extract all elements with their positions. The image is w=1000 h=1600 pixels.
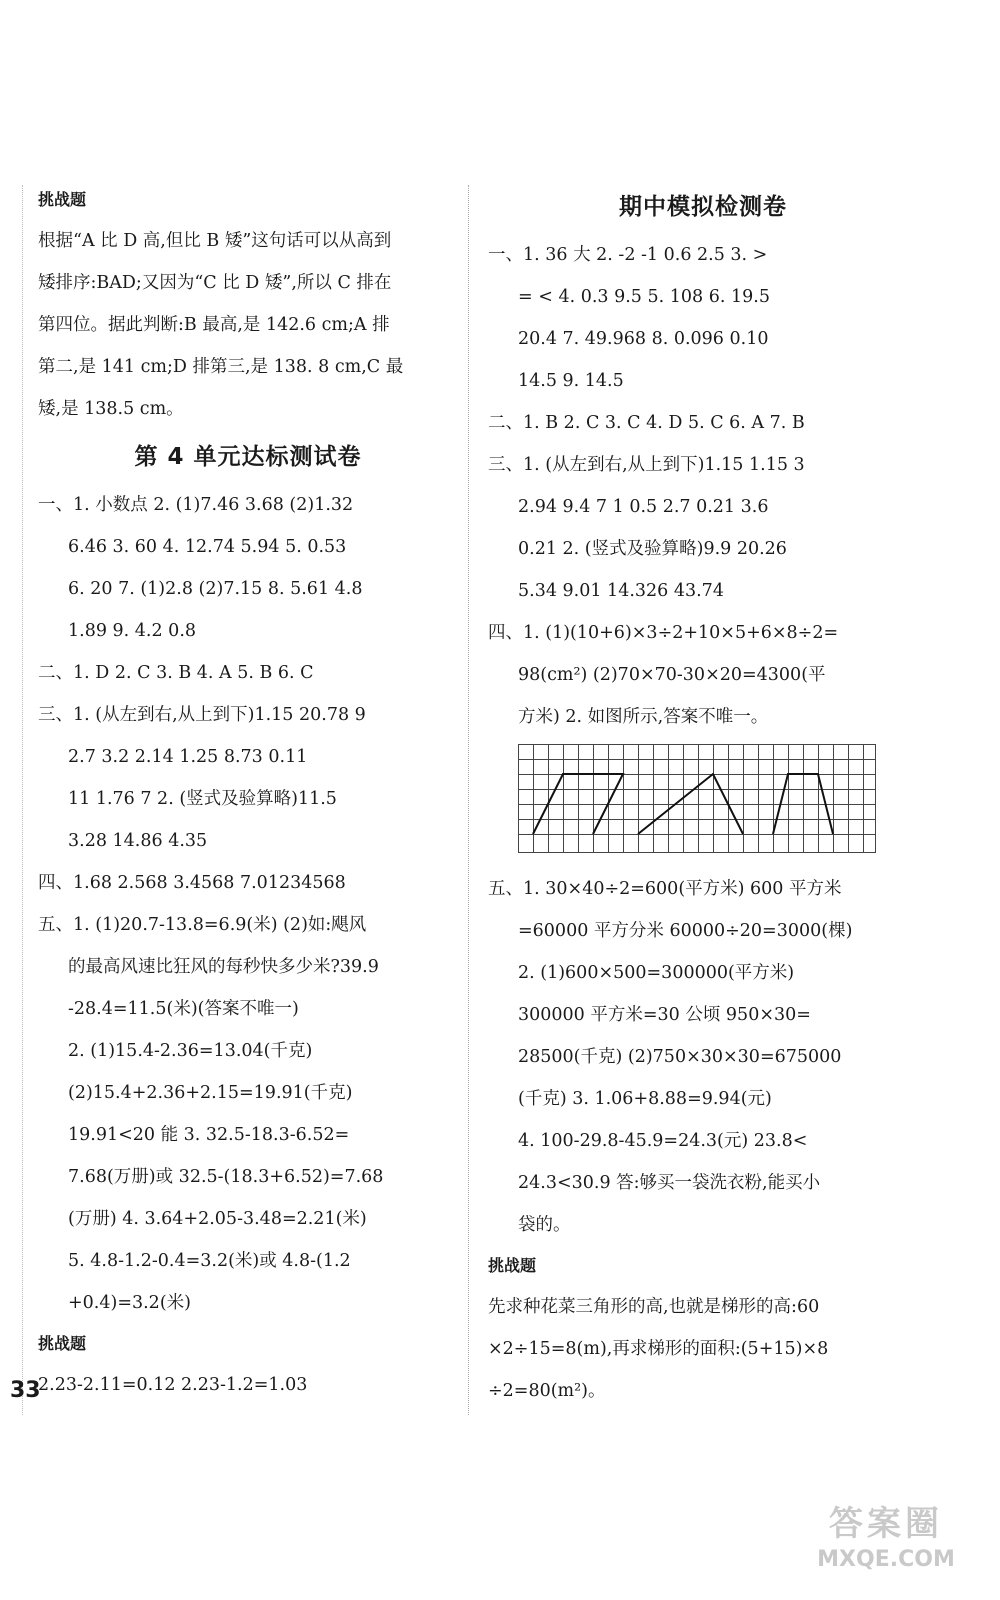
answer-line: 4. 100-29.8-45.9=24.3(元) 23.8< <box>518 1131 808 1151</box>
watermark-logo-text: 答案圈 <box>829 1504 943 1544</box>
text-line: 第四位。据此判断:B 最高,是 142.6 cm;A 排 <box>38 315 390 335</box>
answer-line: 19.91<20 能 3. 32.5-18.3-6.52= <box>68 1125 350 1145</box>
answer-line: 五、1. 30×40÷2=600(平方米) 600 平方米 <box>488 879 842 899</box>
text-line: 矮,是 138.5 cm。 <box>38 399 184 419</box>
challenge-label: 挑战题 <box>38 190 87 209</box>
answer-line: 三、1. (从左到右,从上到下)1.15 1.15 3 <box>488 455 805 475</box>
grid-drawing <box>518 744 878 854</box>
answer-line: 300000 平方米=30 公顷 950×30= <box>518 1005 811 1025</box>
midterm-answer-list-b <box>488 868 918 1246</box>
left-column <box>38 180 458 1406</box>
answer-line: 11 1.76 7 2. (竖式及验算略)11.5 <box>68 789 337 809</box>
answer-line: 20.4 7. 49.968 8. 0.096 0.10 <box>518 329 769 349</box>
answer-line: 一、1. 36 大 2. -2 -1 0.6 2.5 3. > <box>488 245 768 265</box>
answer-line: 三、1. (从左到右,从上到下)1.15 20.78 9 <box>38 705 366 725</box>
site-watermark <box>796 1502 976 1582</box>
answer-line: 2. (1)600×500=300000(平方米) <box>518 963 795 983</box>
answer-line: 3.28 14.86 4.35 <box>68 831 208 851</box>
answer-line: (千克) 3. 1.06+8.88=9.94(元) <box>518 1089 772 1109</box>
answer-line: 五、1. (1)20.7-13.8=6.9(米) (2)如:飓风 <box>38 915 367 935</box>
midterm-answer-list-a <box>488 234 918 738</box>
answer-line: 的最高风速比狂风的每秒快多少米?39.9 <box>68 957 379 977</box>
grid-lines <box>518 744 876 853</box>
answer-line: -28.4=11.5(米)(答案不唯一) <box>68 999 299 1019</box>
page-number: 33 <box>10 1378 41 1403</box>
answer-line: 14.5 9. 14.5 <box>518 371 624 391</box>
unit-test-title: 第 4 单元达标测试卷 <box>134 444 362 470</box>
answer-line: = < 4. 0.3 9.5 5. 108 6. 19.5 <box>518 287 770 307</box>
left-margin-rule <box>22 185 23 1415</box>
answer-line: 24.3<30.9 答:够买一袋洗衣粉,能买小 <box>518 1173 821 1193</box>
answer-line: (2)15.4+2.36+2.15=19.91(千克) <box>68 1083 353 1103</box>
answer-line: 四、1. (1)(10+6)×3÷2+10×5+6×8÷2= <box>488 623 839 643</box>
text-line: ×2÷15=8(m),再求梯形的面积:(5+15)×8 <box>488 1339 829 1359</box>
answer-line: 袋的。 <box>518 1215 571 1235</box>
unit-answer-list <box>38 484 458 1324</box>
challenge-answer-line: 2.23-2.11=0.12 2.23-1.2=1.03 <box>38 1375 308 1395</box>
answer-line: 28500(千克) (2)750×30×30=675000 <box>518 1047 842 1067</box>
answer-line: 2.7 3.2 2.14 1.25 8.73 0.11 <box>68 747 308 767</box>
answer-line: 0.21 2. (竖式及验算略)9.9 20.26 <box>518 539 787 559</box>
answer-line: 二、1. B 2. C 3. C 4. D 5. C 6. A 7. B <box>488 413 805 433</box>
challenge-answer-text <box>38 220 458 430</box>
answer-line: +0.4)=3.2(米) <box>68 1293 191 1313</box>
answer-line: 方米) 2. 如图所示,答案不唯一。 <box>518 707 769 727</box>
text-line: 第二,是 141 cm;D 排第三,是 138. 8 cm,C 最 <box>38 357 404 377</box>
text-line: 矮排序:BAD;又因为“C 比 D 矮”,所以 C 排在 <box>38 273 392 293</box>
answer-line: 5. 4.8-1.2-0.4=3.2(米)或 4.8-(1.2 <box>68 1251 351 1271</box>
answer-line: 2. (1)15.4-2.36=13.04(千克) <box>68 1041 313 1061</box>
answer-line: 一、1. 小数点 2. (1)7.46 3.68 (2)1.32 <box>38 495 354 515</box>
answer-line: 四、1.68 2.568 3.4568 7.01234568 <box>38 873 346 893</box>
text-line: 先求种花菜三角形的高,也就是梯形的高:60 <box>488 1297 820 1317</box>
answer-line: 7.68(万册)或 32.5-(18.3+6.52)=7.68 <box>68 1167 384 1187</box>
answer-line: 二、1. D 2. C 3. B 4. A 5. B 6. C <box>38 663 314 683</box>
watermark-url: MXQE.COM <box>817 1547 955 1572</box>
challenge-label: 挑战题 <box>488 1256 537 1275</box>
text-line: 根据“A 比 D 高,但比 B 矮”这句话可以从高到 <box>38 231 392 251</box>
answer-line: 5.34 9.01 14.326 43.74 <box>518 581 724 601</box>
answer-line: 6. 20 7. (1)2.8 (2)7.15 8. 5.61 4.8 <box>68 579 363 599</box>
answer-line: =60000 平方分米 60000÷20=3000(棵) <box>518 921 853 941</box>
right-column <box>488 180 918 1412</box>
column-divider <box>468 185 469 1415</box>
challenge-label: 挑战题 <box>38 1334 87 1353</box>
answer-line: 98(cm²) (2)70×70-30×20=4300(平 <box>518 665 826 685</box>
midterm-exam-title: 期中模拟检测卷 <box>619 194 787 220</box>
challenge-answer-text <box>488 1286 918 1412</box>
text-line: ÷2=80(m²)。 <box>488 1381 606 1401</box>
answer-line: 1.89 9. 4.2 0.8 <box>68 621 197 641</box>
answer-line: 6.46 3. 60 4. 12.74 5.94 5. 0.53 <box>68 537 347 557</box>
answer-line: (万册) 4. 3.64+2.05-3.48=2.21(米) <box>68 1209 367 1229</box>
answer-line: 2.94 9.4 7 1 0.5 2.7 0.21 3.6 <box>518 497 769 517</box>
shape-grid-figure <box>488 744 918 864</box>
